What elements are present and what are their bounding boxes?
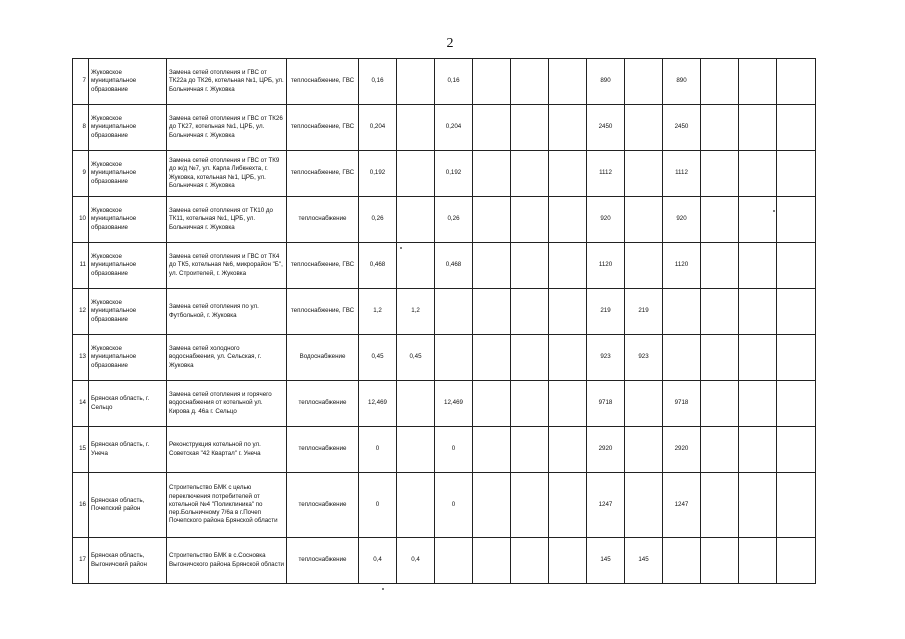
value-cell-12 — [777, 538, 816, 584]
row-number: 15 — [73, 427, 89, 473]
value-cell-11 — [739, 289, 777, 335]
value-cell-11 — [739, 243, 777, 289]
description-cell: Замена сетей отопления и горячего водоснабжения от котельной ул. Кирова д. 46а г. Сельцо — [167, 381, 287, 427]
value-cell-8 — [625, 151, 663, 197]
value-cell-2 — [397, 381, 435, 427]
value-cell-1: 0,4 — [359, 538, 397, 584]
municipality-cell: Брянская область, Выгоничский район — [89, 538, 167, 584]
table-row — [73, 335, 816, 381]
value-cell-2 — [397, 105, 435, 151]
value-cell-10 — [701, 197, 739, 243]
value-cell-11 — [739, 197, 777, 243]
value-cell-7: 1120 — [587, 243, 625, 289]
table-row — [73, 243, 816, 289]
value-cell-3: 0 — [435, 427, 473, 473]
value-cell-3: 0,16 — [435, 59, 473, 105]
municipality-cell: Жуковское муниципальное образование — [89, 289, 167, 335]
value-cell-10 — [701, 289, 739, 335]
value-cell-7: 9718 — [587, 381, 625, 427]
value-cell-10 — [701, 538, 739, 584]
value-cell-8 — [625, 197, 663, 243]
value-cell-4 — [473, 243, 511, 289]
value-cell-7: 145 — [587, 538, 625, 584]
value-cell-11 — [739, 59, 777, 105]
description-cell: Замена сетей отопления и ГВС от ТК4 до ТК5, котельная №6, микрорайон "Б", ул. Строителей, г. Жуковка — [167, 243, 287, 289]
value-cell-9 — [663, 538, 701, 584]
table-row — [73, 473, 816, 538]
value-cell-9: 2450 — [663, 105, 701, 151]
description-cell: Замена сетей отопления по ул. Футбольной, г. Жуковка — [167, 289, 287, 335]
service-type-cell: теплоснабжение, ГВС — [287, 289, 359, 335]
table-row — [73, 59, 816, 105]
value-cell-2: 1,2 — [397, 289, 435, 335]
value-cell-5 — [511, 473, 549, 538]
description-cell: Замена сетей холодного водоснабжения, ул. Сельская, г. Жуковка — [167, 335, 287, 381]
row-number: 11 — [73, 243, 89, 289]
value-cell-6 — [549, 335, 587, 381]
municipality-cell: Жуковское муниципальное образование — [89, 197, 167, 243]
value-cell-6 — [549, 59, 587, 105]
value-cell-11 — [739, 473, 777, 538]
value-cell-10 — [701, 59, 739, 105]
value-cell-5 — [511, 335, 549, 381]
value-cell-8 — [625, 243, 663, 289]
value-cell-6 — [549, 289, 587, 335]
value-cell-12 — [777, 197, 816, 243]
value-cell-5 — [511, 538, 549, 584]
municipality-cell: Брянская область, г. Унеча — [89, 427, 167, 473]
value-cell-7: 1247 — [587, 473, 625, 538]
value-cell-6 — [549, 243, 587, 289]
description-cell: Строительство БМК с целью переключения потребителей от котельной №4 "Поликлиника" по пер.Больничному 7/6а в г.Почеп Почепского района Брянской области — [167, 473, 287, 538]
row-number: 13 — [73, 335, 89, 381]
description-cell: Замена сетей отопления от ТК10 до ТК11, котельная №1, ЦРБ, ул. Больничная г. Жуковка — [167, 197, 287, 243]
value-cell-12 — [777, 243, 816, 289]
value-cell-9: 1120 — [663, 243, 701, 289]
value-cell-1: 1,2 — [359, 289, 397, 335]
municipality-cell: Жуковское муниципальное образование — [89, 151, 167, 197]
value-cell-6 — [549, 427, 587, 473]
value-cell-9: 1112 — [663, 151, 701, 197]
value-cell-4 — [473, 381, 511, 427]
value-cell-9: 2920 — [663, 427, 701, 473]
value-cell-9 — [663, 289, 701, 335]
service-type-cell: теплоснабжение, ГВС — [287, 243, 359, 289]
value-cell-8 — [625, 59, 663, 105]
value-cell-10 — [701, 473, 739, 538]
value-cell-11 — [739, 105, 777, 151]
value-cell-12 — [777, 289, 816, 335]
value-cell-11 — [739, 427, 777, 473]
value-cell-11 — [739, 151, 777, 197]
service-type-cell: теплоснабжение — [287, 538, 359, 584]
row-number: 17 — [73, 538, 89, 584]
value-cell-11 — [739, 381, 777, 427]
value-cell-3: 0 — [435, 473, 473, 538]
value-cell-10 — [701, 151, 739, 197]
table-row — [73, 151, 816, 197]
value-cell-5 — [511, 105, 549, 151]
value-cell-6 — [549, 473, 587, 538]
value-cell-5 — [511, 381, 549, 427]
value-cell-7: 2450 — [587, 105, 625, 151]
value-cell-3: 0,204 — [435, 105, 473, 151]
value-cell-6 — [549, 105, 587, 151]
value-cell-1: 0,468 — [359, 243, 397, 289]
value-cell-3: 0,468 — [435, 243, 473, 289]
value-cell-9: 920 — [663, 197, 701, 243]
value-cell-4 — [473, 427, 511, 473]
value-cell-8: 219 — [625, 289, 663, 335]
service-type-cell: теплоснабжение — [287, 381, 359, 427]
value-cell-3 — [435, 538, 473, 584]
value-cell-4 — [473, 197, 511, 243]
row-number: 8 — [73, 105, 89, 151]
scan-speck — [400, 247, 402, 249]
value-cell-2: 0,45 — [397, 335, 435, 381]
value-cell-1: 0,16 — [359, 59, 397, 105]
value-cell-12 — [777, 473, 816, 538]
value-cell-2 — [397, 427, 435, 473]
value-cell-11 — [739, 335, 777, 381]
scan-speck — [773, 210, 775, 212]
service-type-cell: теплоснабжение — [287, 427, 359, 473]
municipality-cell: Жуковское муниципальное образование — [89, 243, 167, 289]
value-cell-3: 0,192 — [435, 151, 473, 197]
value-cell-2 — [397, 59, 435, 105]
row-number: 7 — [73, 59, 89, 105]
value-cell-8 — [625, 105, 663, 151]
value-cell-6 — [549, 151, 587, 197]
description-cell: Замена сетей отопления и ГВС от ТК26 до ТК27, котельная №1, ЦРБ, ул. Больничная г. Жуковка — [167, 105, 287, 151]
value-cell-5 — [511, 151, 549, 197]
value-cell-2 — [397, 243, 435, 289]
row-number: 14 — [73, 381, 89, 427]
value-cell-6 — [549, 381, 587, 427]
value-cell-1: 0,45 — [359, 335, 397, 381]
value-cell-7: 2920 — [587, 427, 625, 473]
value-cell-7: 923 — [587, 335, 625, 381]
value-cell-12 — [777, 335, 816, 381]
table-body — [73, 59, 816, 584]
value-cell-2: 0,4 — [397, 538, 435, 584]
value-cell-10 — [701, 105, 739, 151]
service-type-cell: Водоснабжение — [287, 335, 359, 381]
table-row — [73, 197, 816, 243]
value-cell-4 — [473, 151, 511, 197]
value-cell-4 — [473, 335, 511, 381]
municipality-cell: Жуковское муниципальное образование — [89, 335, 167, 381]
value-cell-10 — [701, 335, 739, 381]
value-cell-2 — [397, 151, 435, 197]
service-type-cell: теплоснабжение — [287, 473, 359, 538]
value-cell-8 — [625, 381, 663, 427]
investment-program-table — [72, 58, 816, 584]
value-cell-5 — [511, 59, 549, 105]
value-cell-4 — [473, 289, 511, 335]
row-number: 10 — [73, 197, 89, 243]
value-cell-3 — [435, 335, 473, 381]
page-number: 2 — [446, 36, 454, 51]
value-cell-5 — [511, 427, 549, 473]
description-cell: Замена сетей отопления и ГВС от ТК22а до ТК26, котельная №1, ЦРБ, ул. Больничная г. Жуковка — [167, 59, 287, 105]
value-cell-8: 923 — [625, 335, 663, 381]
description-cell: Замена сетей отопления и ГВС от ТК9 до ж/д №7, ул. Карла Либкнехта, г. Жуковка, котельная №1, ЦРБ, ул. Больничная г. Жуковка — [167, 151, 287, 197]
value-cell-11 — [739, 538, 777, 584]
value-cell-3: 0,26 — [435, 197, 473, 243]
service-type-cell: теплоснабжение, ГВС — [287, 105, 359, 151]
value-cell-10 — [701, 381, 739, 427]
value-cell-8: 145 — [625, 538, 663, 584]
value-cell-2 — [397, 197, 435, 243]
value-cell-4 — [473, 473, 511, 538]
value-cell-8 — [625, 473, 663, 538]
value-cell-2 — [397, 473, 435, 538]
municipality-cell: Жуковское муниципальное образование — [89, 59, 167, 105]
value-cell-9 — [663, 335, 701, 381]
table-row — [73, 105, 816, 151]
value-cell-4 — [473, 105, 511, 151]
value-cell-1: 12,469 — [359, 381, 397, 427]
value-cell-3: 12,469 — [435, 381, 473, 427]
value-cell-1: 0,192 — [359, 151, 397, 197]
value-cell-6 — [549, 197, 587, 243]
row-number: 12 — [73, 289, 89, 335]
municipality-cell: Брянская область, г. Сельцо — [89, 381, 167, 427]
service-type-cell: теплоснабжение, ГВС — [287, 151, 359, 197]
value-cell-5 — [511, 243, 549, 289]
description-cell: Реконструкция котельной по ул. Советская "42 Квартал" г. Унеча — [167, 427, 287, 473]
description-cell: Строительство БМК в с.Сосновка Выгоничского района Брянской области — [167, 538, 287, 584]
table-row — [73, 427, 816, 473]
value-cell-1: 0,26 — [359, 197, 397, 243]
value-cell-7: 219 — [587, 289, 625, 335]
value-cell-1: 0 — [359, 427, 397, 473]
municipality-cell: Жуковское муниципальное образование — [89, 105, 167, 151]
row-number: 16 — [73, 473, 89, 538]
value-cell-9: 9718 — [663, 381, 701, 427]
value-cell-7: 920 — [587, 197, 625, 243]
table-row — [73, 538, 816, 584]
value-cell-4 — [473, 59, 511, 105]
value-cell-8 — [625, 427, 663, 473]
municipality-cell: Брянская область, Почепский район — [89, 473, 167, 538]
table-row — [73, 289, 816, 335]
value-cell-5 — [511, 289, 549, 335]
row-number: 9 — [73, 151, 89, 197]
value-cell-12 — [777, 427, 816, 473]
value-cell-1: 0 — [359, 473, 397, 538]
value-cell-12 — [777, 59, 816, 105]
value-cell-12 — [777, 105, 816, 151]
value-cell-7: 890 — [587, 59, 625, 105]
value-cell-4 — [473, 538, 511, 584]
value-cell-5 — [511, 197, 549, 243]
value-cell-9: 890 — [663, 59, 701, 105]
value-cell-6 — [549, 538, 587, 584]
service-type-cell: теплоснабжение, ГВС — [287, 59, 359, 105]
scan-speck — [382, 588, 384, 590]
service-type-cell: теплоснабжение — [287, 197, 359, 243]
value-cell-1: 0,204 — [359, 105, 397, 151]
value-cell-12 — [777, 381, 816, 427]
value-cell-10 — [701, 243, 739, 289]
value-cell-9: 1247 — [663, 473, 701, 538]
value-cell-7: 1112 — [587, 151, 625, 197]
table-row — [73, 381, 816, 427]
value-cell-10 — [701, 427, 739, 473]
value-cell-3 — [435, 289, 473, 335]
value-cell-12 — [777, 151, 816, 197]
